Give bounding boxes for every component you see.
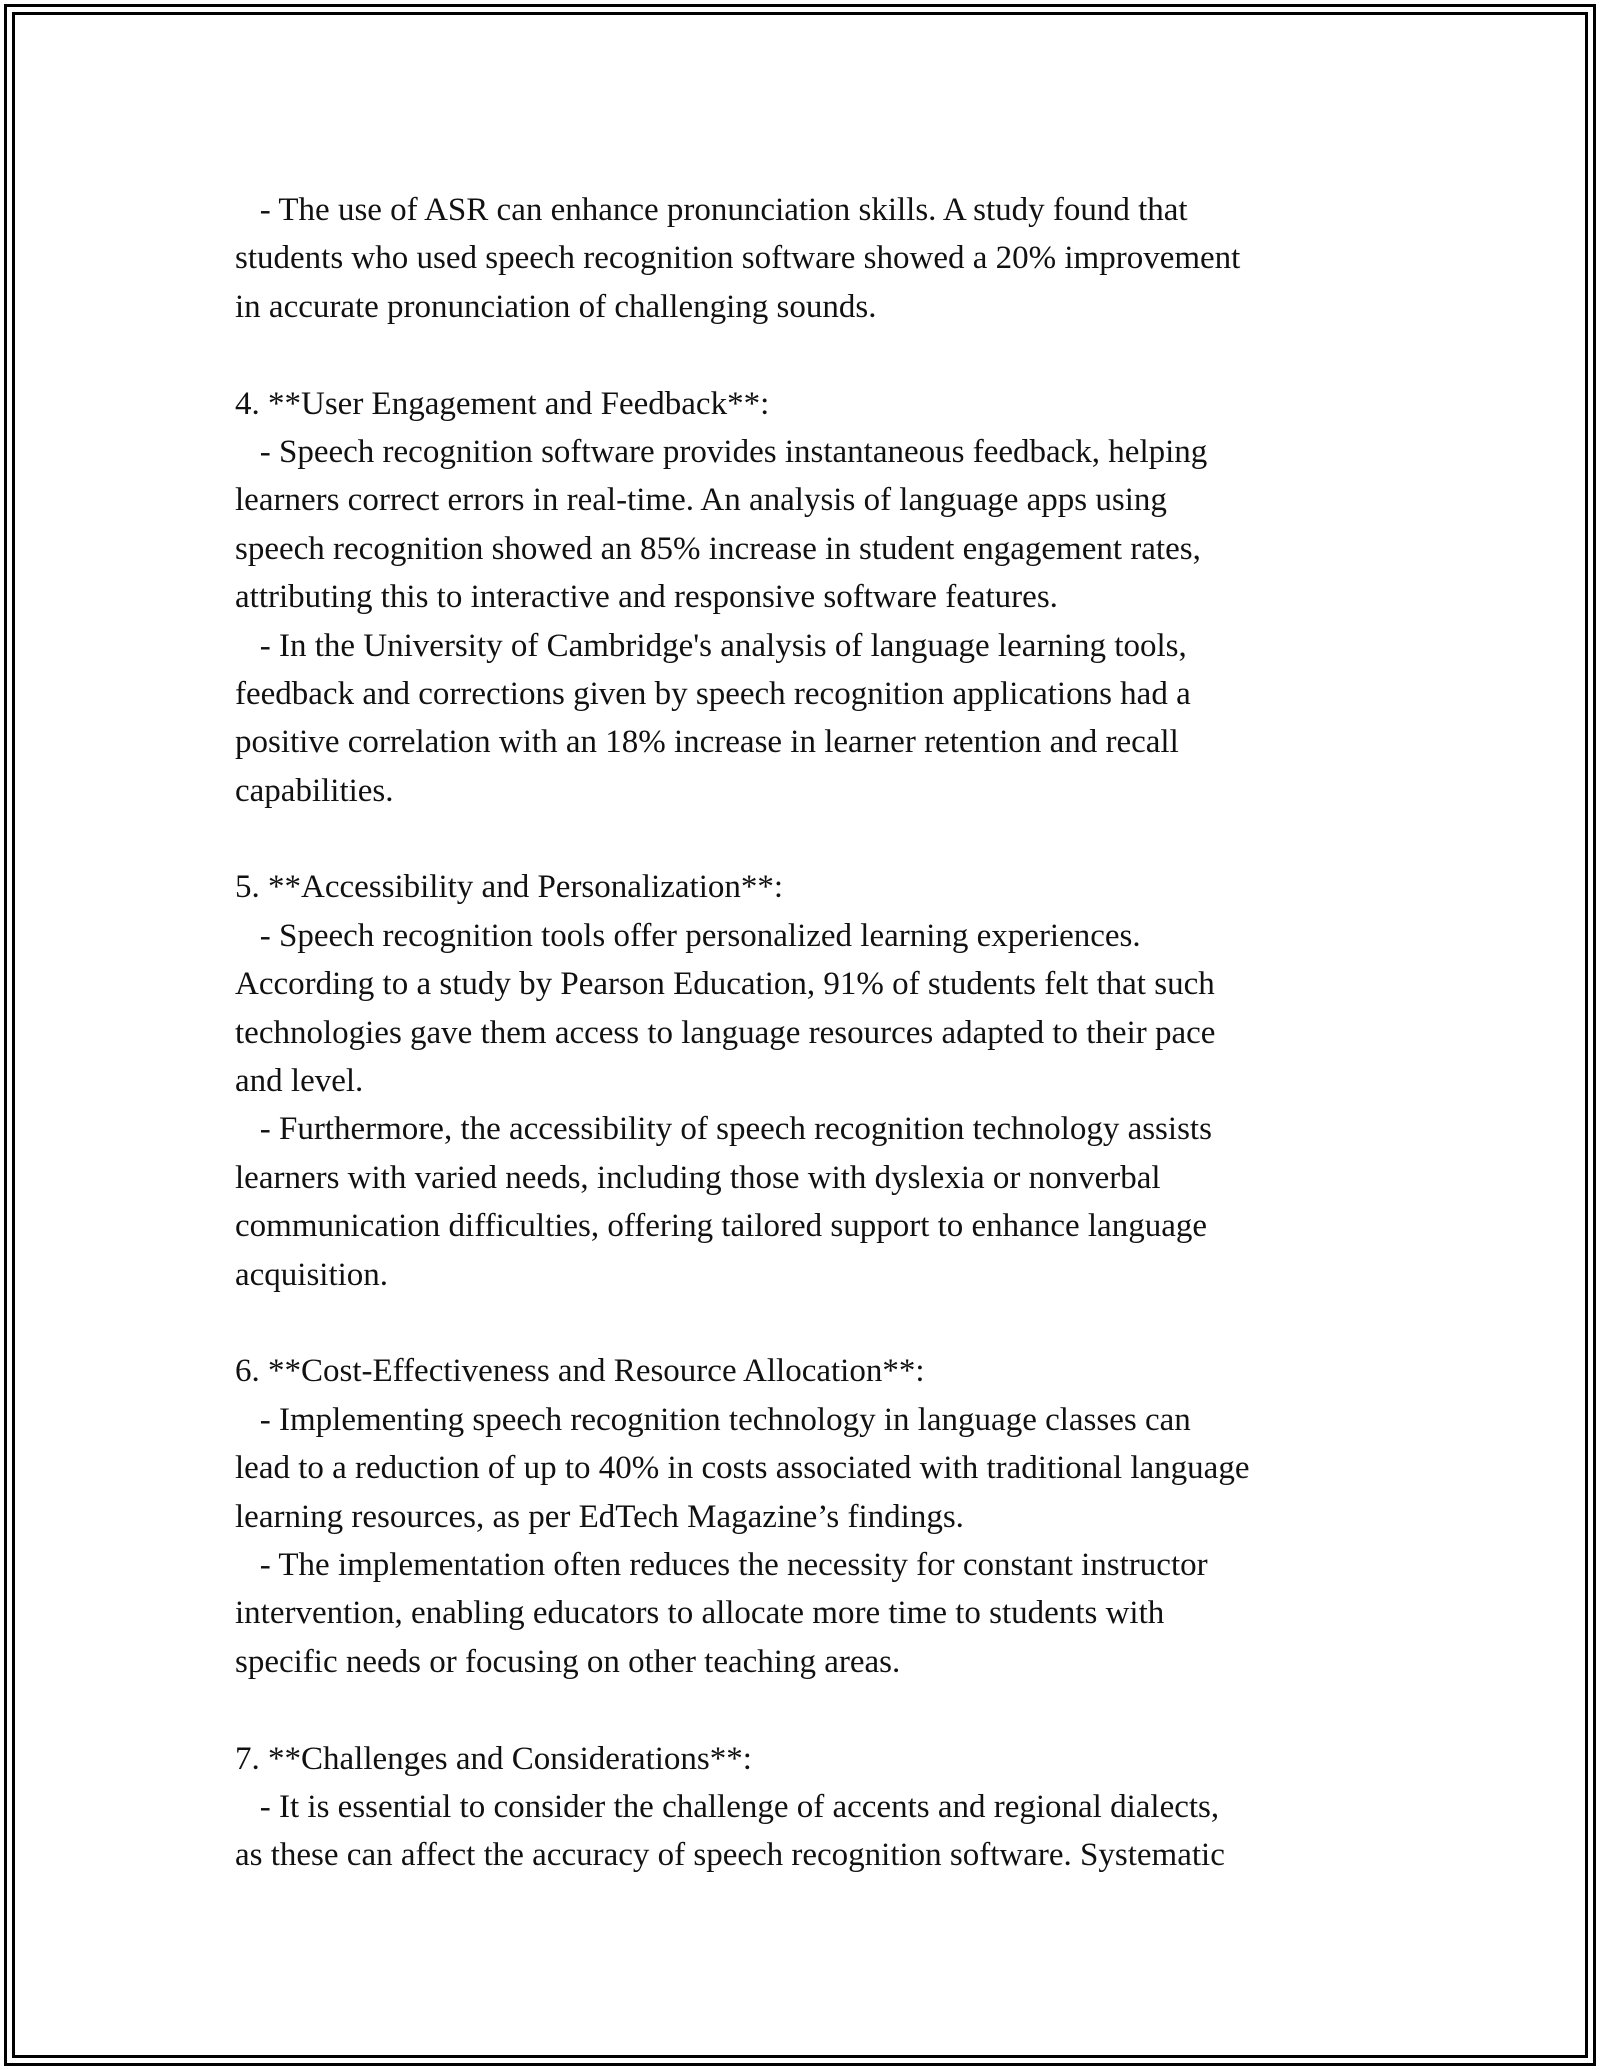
document-body [235,186,1385,1880]
text-line: intervention, enabling educators to allocate more time to students with [235,1595,1165,1632]
text-line: - Furthermore, the accessibility of speech recognition technology assists [235,1111,1212,1148]
text-line: specific needs or focusing on other teaching areas. [235,1643,901,1680]
text-line: - In the University of Cambridge's analysis of language learning tools, [235,627,1187,664]
text-line: learners correct errors in real-time. An analysis of language apps using [235,482,1167,519]
text-line: students who used speech recognition software showed a 20% improvement [235,240,1241,277]
blank-line [235,331,1385,379]
text-line: capabilities. [235,772,394,809]
text-line: speech recognition showed an 85% increase in student engagement rates, [235,530,1201,567]
text-line: - It is essential to consider the challenge of accents and regional dialects, [235,1788,1220,1825]
section-heading: 7. **Challenges and Considerations**: [235,1740,752,1777]
text-line: learners with varied needs, including those with dyslexia or nonverbal [235,1159,1161,1196]
text-line: technologies gave them access to language resources adapted to their pace [235,1014,1216,1051]
text-line: attributing this to interactive and responsive software features. [235,579,1058,616]
text-line: and level. [235,1063,364,1100]
section-heading: 4. **User Engagement and Feedback**: [235,385,770,422]
blank-line [235,1686,1385,1734]
text-line: - Implementing speech recognition technology in language classes can [235,1401,1191,1438]
text-line: in accurate pronunciation of challenging sounds. [235,288,877,325]
section-heading: 5. **Accessibility and Personalization**: [235,869,784,906]
blank-line [235,1299,1385,1347]
text-line: communication difficulties, offering tailored support to enhance language [235,1208,1207,1245]
text-line: as these can affect the accuracy of speech recognition software. Systematic [235,1837,1225,1874]
text-line: - Speech recognition software provides instantaneous feedback, helping [235,433,1208,470]
text-line: acquisition. [235,1256,389,1293]
text-line: - Speech recognition tools offer personalized learning experiences. [235,917,1141,954]
text-line: positive correlation with an 18% increase in learner retention and recall [235,724,1179,761]
text-line: - The use of ASR can enhance pronunciation skills. A study found that [235,192,1188,228]
text-line: lead to a reduction of up to 40% in costs associated with traditional language [235,1450,1250,1487]
text-line: - The implementation often reduces the necessity for constant instructor [235,1546,1208,1583]
text-line: feedback and corrections given by speech recognition applications had a [235,675,1191,712]
text-line: learning resources, as per EdTech Magazine’s findings. [235,1498,964,1535]
section-heading: 6. **Cost-Effectiveness and Resource Allocation**: [235,1353,925,1390]
text-line: According to a study by Pearson Education, 91% of students felt that such [235,966,1215,1003]
blank-line [235,815,1385,863]
